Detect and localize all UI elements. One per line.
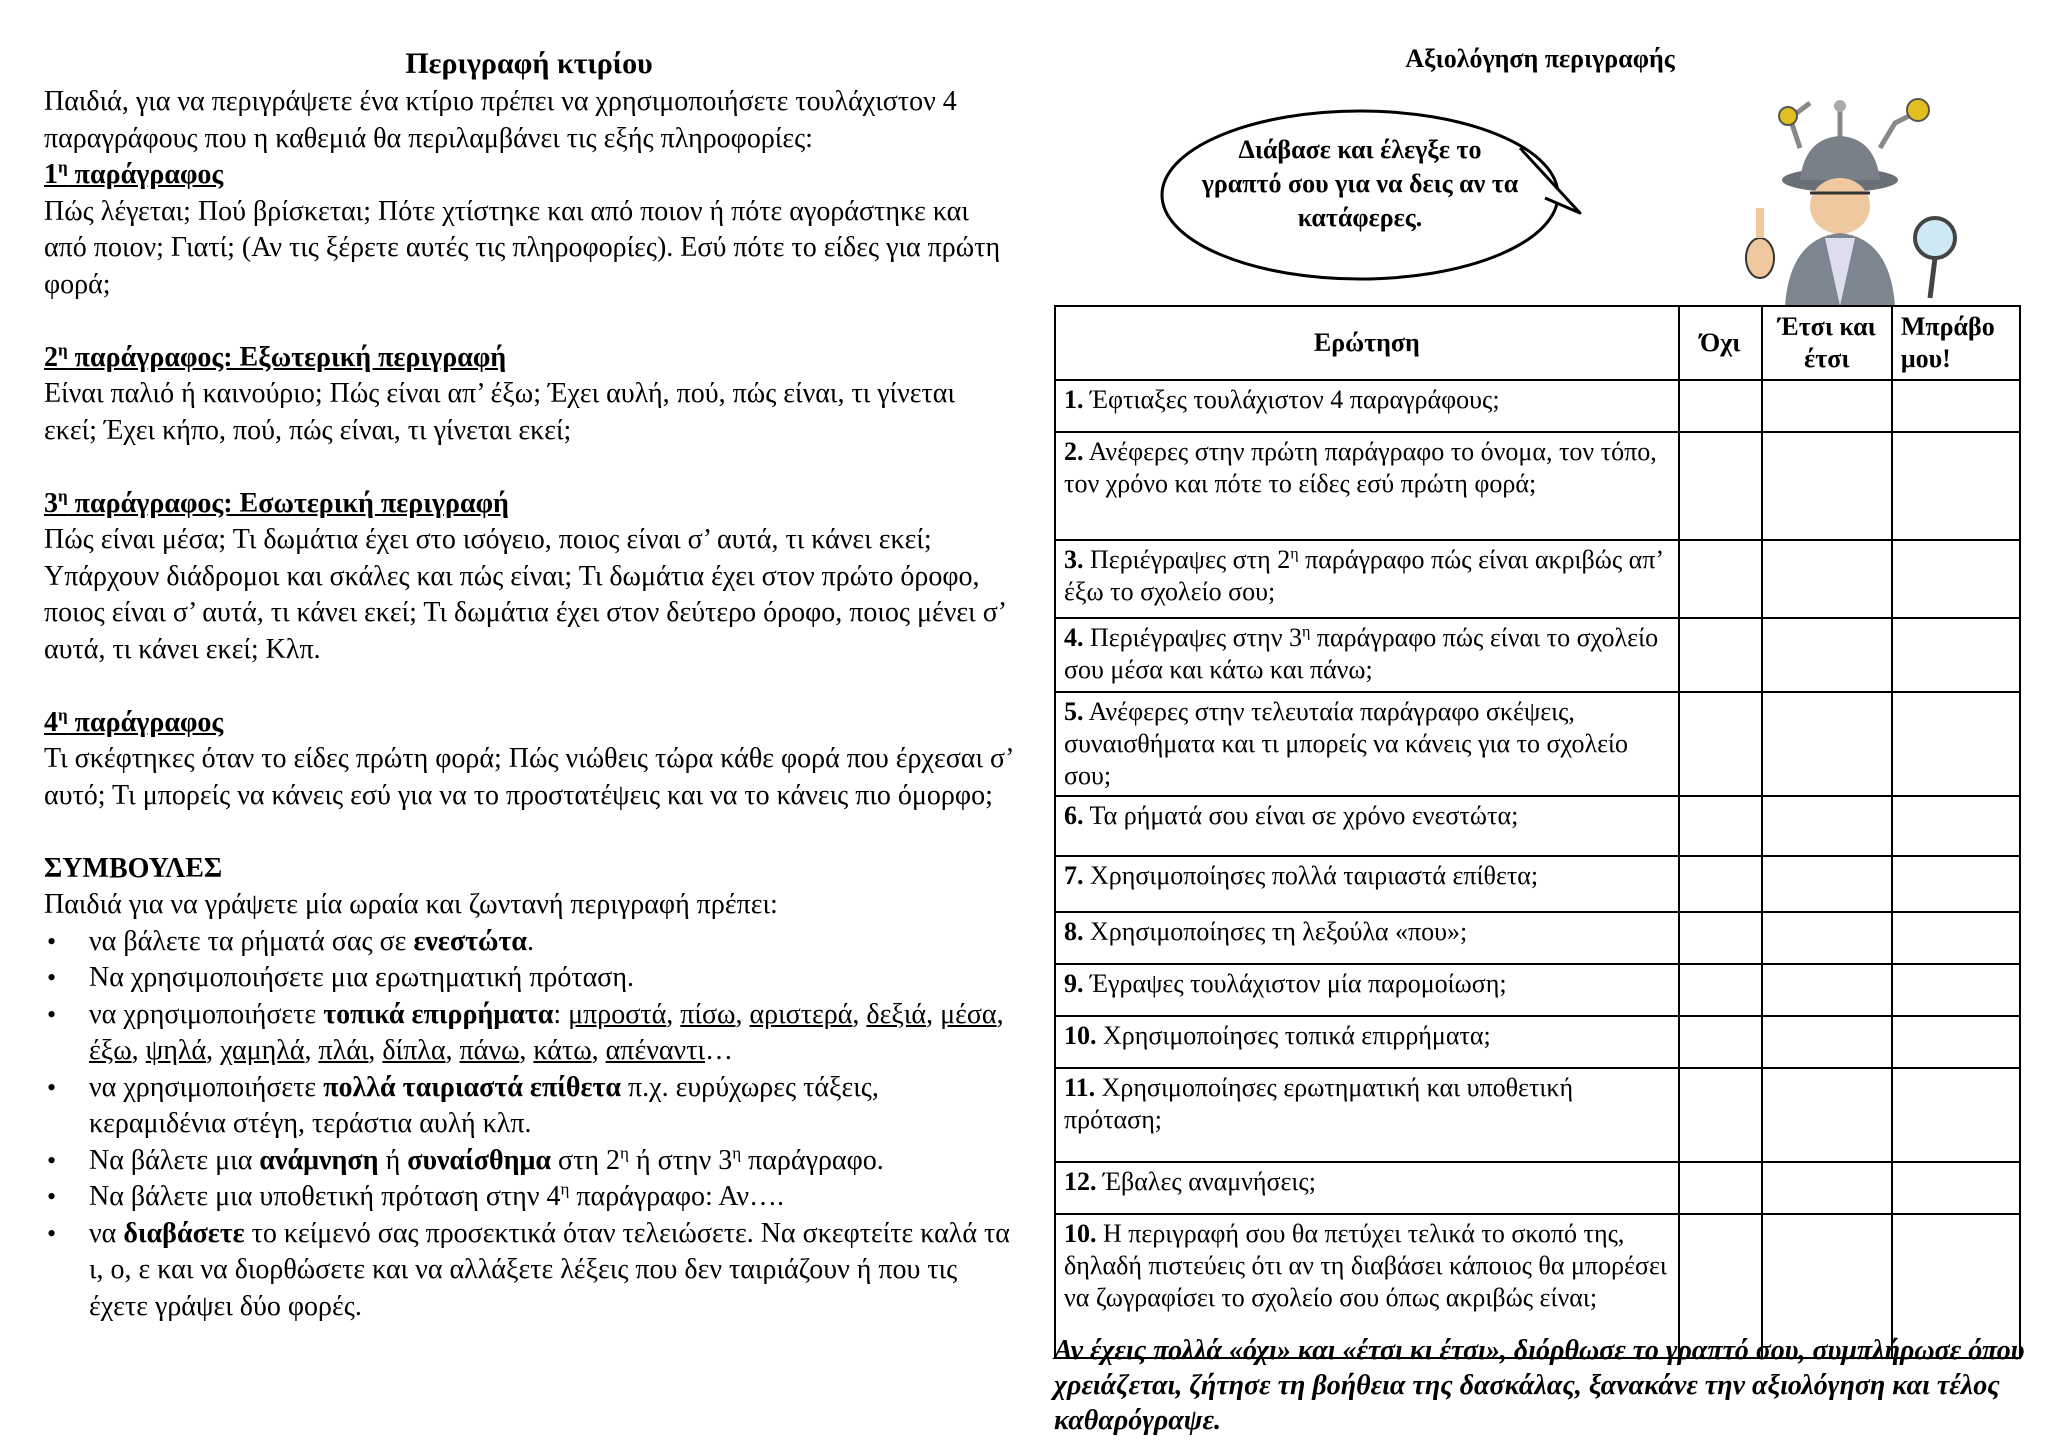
answer-bravo-cell[interactable] (1892, 618, 2020, 692)
tips-list (44, 924, 1014, 1326)
answer-bravo-cell[interactable] (1892, 964, 2020, 1016)
answer-so-so-cell[interactable] (1762, 618, 1892, 692)
tip-item: • να χρησιμοποιήσετε πολλά ταιριαστά επίθετα π.χ. ευρύχωρες τάξεις, κεραμιδένια στέγη, τεράστια αυλή κλπ. (89, 1070, 1014, 1143)
adverb-word: αριστερά (749, 998, 853, 1030)
answer-so-so-cell[interactable] (1762, 380, 1892, 432)
answer-no-cell[interactable] (1679, 540, 1762, 618)
table-row (1055, 856, 2020, 912)
answer-no-cell[interactable] (1679, 796, 1762, 856)
answer-no-cell[interactable] (1679, 1068, 1762, 1162)
answer-so-so-cell[interactable] (1762, 796, 1892, 856)
answer-so-so-cell[interactable] (1762, 1162, 1892, 1214)
table-row (1055, 1068, 2020, 1162)
answer-bravo-cell[interactable] (1892, 1068, 2020, 1162)
column-header-question: Ερώτηση (1055, 306, 1679, 380)
intro-text: Παιδιά, για να περιγράψετε ένα κτίριο πρέπει να χρησιμοποιήσετε τουλάχιστον 4 παραγράφους που η καθεμιά θα περιλαμβάνει τις εξής πληροφορίες: (44, 86, 957, 154)
paragraph-2-heading: $2^\eta$ παράγραφος: Εξωτερική περιγραφή (44, 340, 507, 373)
question-cell: 10. Η περιγραφή σου θα πετύχει τελικά το σκοπό της, δηλαδή πιστεύεις ότι αν τη διαβάσει κάποιος θα μπορέσει να ζωγραφίσει το σχολείο σου όπως ακριβώς είναι; (1055, 1214, 1679, 1358)
adverb-word: χαμηλά (220, 1035, 305, 1066)
answer-bravo-cell[interactable] (1892, 432, 2020, 540)
answer-no-cell[interactable] (1679, 912, 1762, 964)
answer-bravo-cell[interactable] (1892, 1016, 2020, 1068)
answer-so-so-cell[interactable] (1762, 1068, 1892, 1162)
adverb-word: πάνω (459, 1035, 520, 1066)
answer-bravo-cell[interactable] (1892, 380, 2020, 432)
table-row (1055, 1016, 2020, 1068)
answer-bravo-cell[interactable] (1892, 540, 2020, 618)
column-header-bravo: Μπράβο μου! (1892, 306, 2020, 380)
table-row (1055, 540, 2020, 618)
question-cell: 1. Έφτιαξες τουλάχιστον 4 παραγράφους; (1055, 380, 1679, 432)
question-cell: 7. Χρησιμοποίησες πολλά ταιριαστά επίθετα; (1055, 856, 1679, 912)
tip-item: • να διαβάσετε το κείμενό σας προσεκτικά όταν τελειώσετε. Να σκεφτείτε καλά τα ι, ο, ε και να διορθώσετε και να αλλάξετε λέξεις που δεν ταιριάζουν ή που τις έχετε γράψει δύο φορές. (89, 1216, 1014, 1326)
paragraph-3-heading: $3^\eta$ παράγραφος: Εσωτερική περιγραφή (44, 486, 509, 519)
tip-item: • Να βάλετε μια ανάμνηση ή συναίσθημα στη $2^\eta$ ή στην $3^\eta$ παράγραφο. (89, 1143, 1014, 1180)
tip-item: • Να βάλετε μια υποθετική πρόταση στην $4^\eta$ παράγραφο: Αν…. (89, 1179, 1014, 1216)
adverb-word: πίσω (680, 998, 736, 1030)
instructions-column (44, 44, 1014, 1325)
adverb-word: κάτω (533, 1035, 592, 1066)
adverb-word: απέναντι (605, 1035, 705, 1066)
question-cell: 12. Έβαλες αναμνήσεις; (1055, 1162, 1679, 1214)
answer-no-cell[interactable] (1679, 432, 1762, 540)
answer-bravo-cell[interactable] (1892, 1162, 2020, 1214)
adverbs-list: μπροστά, πίσω, αριστερά, δεξιά, μέσα, έξω, ψηλά, χαμηλά, πλάι, δίπλα, πάνω, κάτω, απέναντι (89, 998, 1004, 1066)
answer-so-so-cell[interactable] (1762, 540, 1892, 618)
answer-no-cell[interactable] (1679, 964, 1762, 1016)
question-cell: 3. Περιέγραψες στη $2^\eta$ παράγραφο πώς είναι ακριβώς απ’ έξω το σχολείο σου; (1055, 540, 1679, 618)
tip-item: • να χρησιμοποιήσετε τοπικά επιρρήματα: μπροστά, πίσω, αριστερά, δεξιά, μέσα, έξω, ψηλά, χαμηλά, πλάι, δίπλα, πάνω, κάτω, απέναντι… (89, 997, 1014, 1070)
answer-no-cell[interactable] (1679, 1162, 1762, 1214)
adverb-word: έξω (89, 1035, 132, 1066)
question-cell: 11. Χρησιμοποίησες ερωτηματική και υποθετική πρόταση; (1055, 1068, 1679, 1162)
answer-no-cell[interactable] (1679, 856, 1762, 912)
table-row (1055, 964, 2020, 1016)
adverb-word: ψηλά (145, 1035, 207, 1066)
evaluation-table (1054, 305, 2021, 1359)
answer-no-cell[interactable] (1679, 380, 1762, 432)
answer-so-so-cell[interactable] (1762, 856, 1892, 912)
speech-bubble (1150, 103, 1580, 293)
answer-so-so-cell[interactable] (1762, 964, 1892, 1016)
page-title: Περιγραφή κτιρίου (405, 47, 653, 80)
question-cell: 2. Ανέφερες στην πρώτη παράγραφο το όνομα, τον τόπο, τον χρόνο και πότε το είδες εσύ πρώτη φορά; (1055, 432, 1679, 540)
answer-bravo-cell[interactable] (1892, 856, 2020, 912)
table-row (1055, 380, 2020, 432)
inspector-cartoon-image (1690, 88, 1990, 306)
tips-intro: Παιδιά για να γράψετε μία ωραία και ζωντανή περιγραφή πρέπει: (44, 889, 778, 920)
answer-so-so-cell[interactable] (1762, 1016, 1892, 1068)
question-cell: 4. Περιέγραψες στην $3^\eta$ παράγραφο πώς είναι το σχολείο σου μέσα και κάτω και πάνω; (1055, 618, 1679, 692)
table-row (1055, 692, 2020, 796)
answer-no-cell[interactable] (1679, 618, 1762, 692)
table-row (1055, 618, 2020, 692)
answer-no-cell[interactable] (1679, 692, 1762, 796)
question-cell: 9. Έγραψες τουλάχιστον μία παρομοίωση; (1055, 964, 1679, 1016)
adverb-word: δεξιά (866, 998, 927, 1030)
question-cell: 6. Τα ρήματά σου είναι σε χρόνο ενεστώτα; (1055, 796, 1679, 856)
footer-note: Αν έχεις πολλά «όχι» και «έτσι κι έτσι», διόρθωσε το γραπτό σου, συμπλήρωσε όπου χρειάζεται, ζήτησε τη βοήθεια της δασκάλας, ξανακάνε την αξιολόγηση και τέλος καθαρόγραψε. (1054, 1335, 2025, 1436)
answer-bravo-cell[interactable] (1892, 796, 2020, 856)
question-cell: 5. Ανέφερες στην τελευταία παράγραφο σκέψεις, συναισθήματα και τι μπορείς να κάνεις για το σχολείο σου; (1055, 692, 1679, 796)
evaluation-title: Αξιολόγηση περιγραφής (1405, 44, 1675, 73)
adverb-word: μέσα (940, 998, 997, 1030)
table-row (1055, 432, 2020, 540)
paragraph-1-text: Πώς λέγεται; Πού βρίσκεται; Πότε χτίστηκε και από ποιον ή πότε αγοράστηκε και από ποιον; Γιατί; (Αν τις ξέρετε αυτές τις πληροφορίες). Εσύ πότε το είδες για πρώτη φορά; (44, 195, 1001, 300)
adverb-word: δίπλα (382, 1035, 446, 1066)
table-header-row (1055, 306, 2020, 380)
tip-item: • να βάλετε τα ρήματά σας σε ενεστώτα. (89, 924, 1014, 961)
answer-bravo-cell[interactable] (1892, 692, 2020, 796)
answer-no-cell[interactable] (1679, 1016, 1762, 1068)
paragraph-2-text: Είναι παλιό ή καινούριο; Πώς είναι απ’ έξω; Έχει αυλή, πού, πώς είναι, τι γίνεται εκεί; Έχει κήπο, πού, πώς είναι, τι γίνεται εκεί; (44, 378, 956, 446)
table-row (1055, 1162, 2020, 1214)
adverb-word: πλάι (318, 1035, 369, 1066)
tip-item: • Να χρησιμοποιήσετε μια ερωτηματική πρόταση. (89, 960, 1014, 997)
bubble-text: Διάβασε και έλεγξε το γραπτό σου για να δεις αν τα κατάφερες. (1201, 135, 1519, 232)
answer-so-so-cell[interactable] (1762, 692, 1892, 796)
column-header-so-so: Έτσι και έτσι (1762, 306, 1892, 380)
tips-heading: ΣΥΜΒΟΥΛΕΣ (44, 852, 223, 884)
answer-so-so-cell[interactable] (1762, 432, 1892, 540)
answer-bravo-cell[interactable] (1892, 912, 2020, 964)
table-row (1055, 796, 2020, 856)
question-cell: 10. Χρησιμοποίησες τοπικά επιρρήματα; (1055, 1016, 1679, 1068)
answer-so-so-cell[interactable] (1762, 912, 1892, 964)
paragraph-4-text: Τι σκέφτηκες όταν το είδες πρώτη φορά; Πώς νιώθεις τώρα κάθε φορά που έρχεσαι σ’ αυτό; Τι μπορείς να κάνεις εσύ για να το προστατέψεις και να το κάνεις πιο όμορφο; (44, 743, 1013, 811)
paragraph-1-heading: $1^\eta$ παράγραφος (44, 157, 224, 190)
table-row (1055, 912, 2020, 964)
column-header-no: Όχι (1679, 306, 1762, 380)
paragraph-4-heading: $4^\eta$ παράγραφος (44, 705, 224, 738)
paragraph-3-text: Πώς είναι μέσα; Τι δωμάτια έχει στο ισόγειο, ποιος είναι σ’ αυτά, τι κάνει εκεί; Υπάρχουν διάδρομοι και σκάλες και πώς είναι; Τι δωμάτια έχει στον πρώτο όροφο, ποιος είναι σ’ αυτά, τι κάνει εκεί; Τι δωμάτια έχει στον δεύτερο όροφο, ποιος μένει σ’ αυτά, τι κάνει εκεί; Κλπ. (44, 524, 1006, 665)
adverb-word: μπροστά (568, 998, 667, 1030)
question-cell: 8. Χρησιμοποίησες τη λεξούλα «που»; (1055, 912, 1679, 964)
